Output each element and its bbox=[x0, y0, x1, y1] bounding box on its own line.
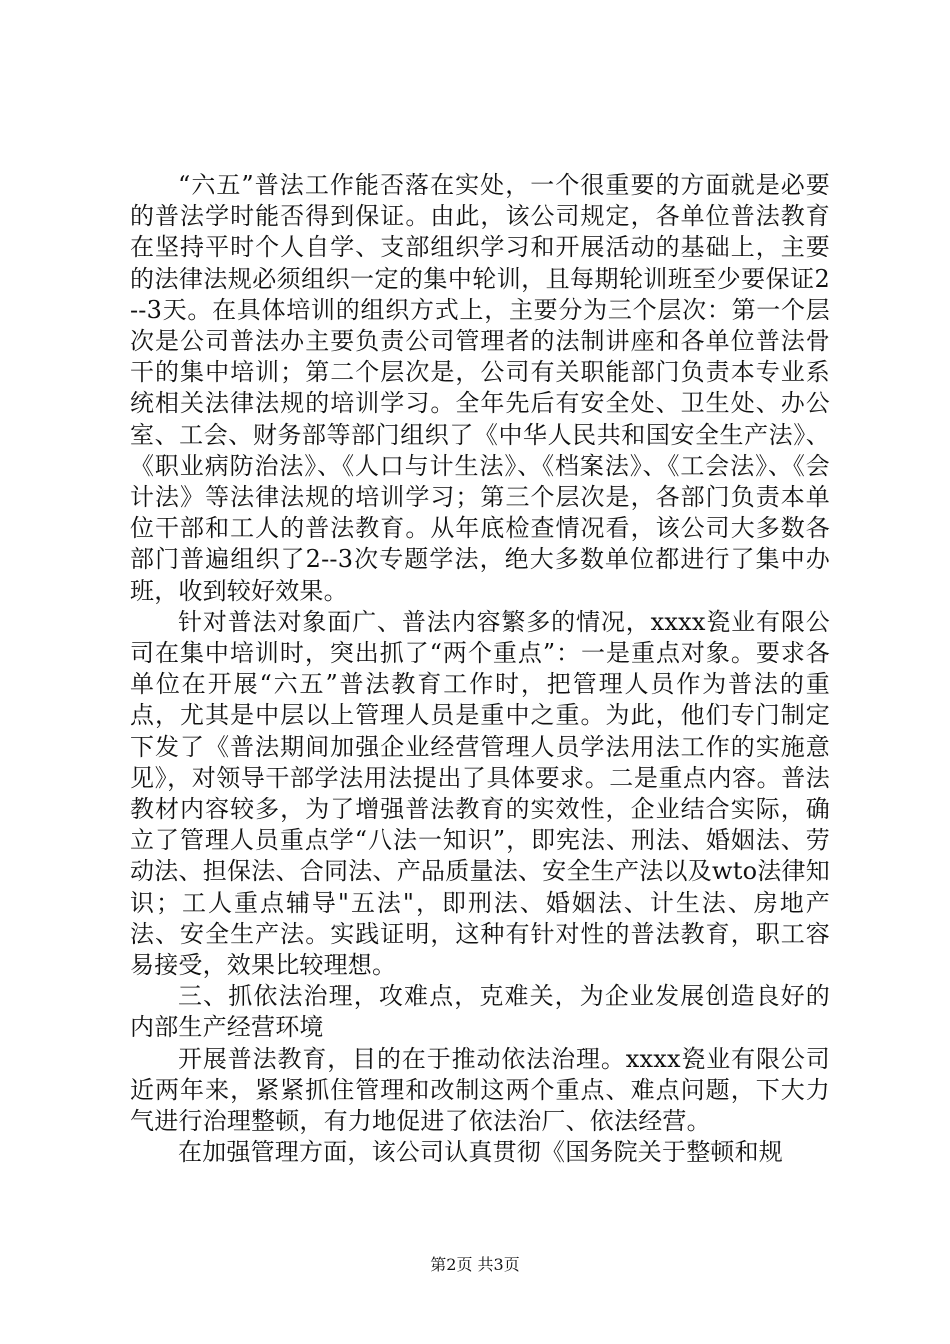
document-body bbox=[130, 170, 830, 1169]
paragraph-training-levels: “六五”普法工作能否落在实处，一个很重要的方面就是必要的普法学时能否得到保证。由此，该公司规定，各单位普法教育在坚持平时个人自学、支部组织学习和开展活动的基础上，主要的法律法规必须组织一定的集中轮训，且每期轮训班至少要保证2--3天。在具体培训的组织方式上，主要分为三个层次：第一个层次是公司普法办主要负责公司管理者的法制讲座和各单位普法骨干的集中培训；第二个层次是，公司有关职能部门负责本专业系统相关法律法规的培训学习。全年先后有安全处、卫生处、办公室、工会、财务部等部门组织了《中华人民共和国安全生产法》、《职业病防治法》、《人口与计生法》、《档案法》、《工会法》、《会计法》等法律法规的培训学习；第三个层次是，各部门负责本单位干部和工人的普法教育。从年底检查情况看，该公司大多数各部门普遍组织了2--3次专题学法，绝大多数单位都进行了集中办班，收到较好效果。 bbox=[130, 171, 830, 605]
section-heading-governance: 三、抓依法治理，攻难点，克难关，为企业发展创造良好的内部生产经营环境 bbox=[130, 982, 830, 1042]
paragraph-management: 在加强管理方面，该公司认真贯彻《国务院关于整顿和规 bbox=[178, 1138, 783, 1167]
paragraph-governance-intro: 开展普法教育，目的在于推动依法治理。xxxx瓷业有限公司近两年来，紧紧抓住管理和改制这两个重点、难点问题，下大力气进行治理整顿，有力地促进了依法治厂、依法经营。 bbox=[130, 1044, 830, 1136]
page-number-footer: 第2页 共3页 bbox=[430, 1255, 520, 1274]
paragraph-two-key-points: 针对普法对象面广、普法内容繁多的情况，xxxx瓷业有限公司在集中培训时，突出抓了“两个重点”：一是重点对象。要求各单位在开展“六五”普法教育工作时，把管理人员作为普法的重点，尤其是中层以上管理人员是重中之重。为此，他们专门制定下发了《普法期间加强企业经营管理人员学法用法工作的实施意见》，对领导干部学法用法提出了具体要求。二是重点内容。普法教材内容较多，为了增强普法教育的实效性，企业结合实际，确立了管理人员重点学“八法一知识”，即宪法、刑法、婚姻法、劳动法、担保法、合同法、产品质量法、安全生产法以及wto法律知识；工人重点辅导"五法"，即刑法、婚姻法、计生法、房地产法、安全生产法。实践证明，这种有针对性的普法教育，职工容易接受，效果比较理想。 bbox=[130, 607, 830, 980]
